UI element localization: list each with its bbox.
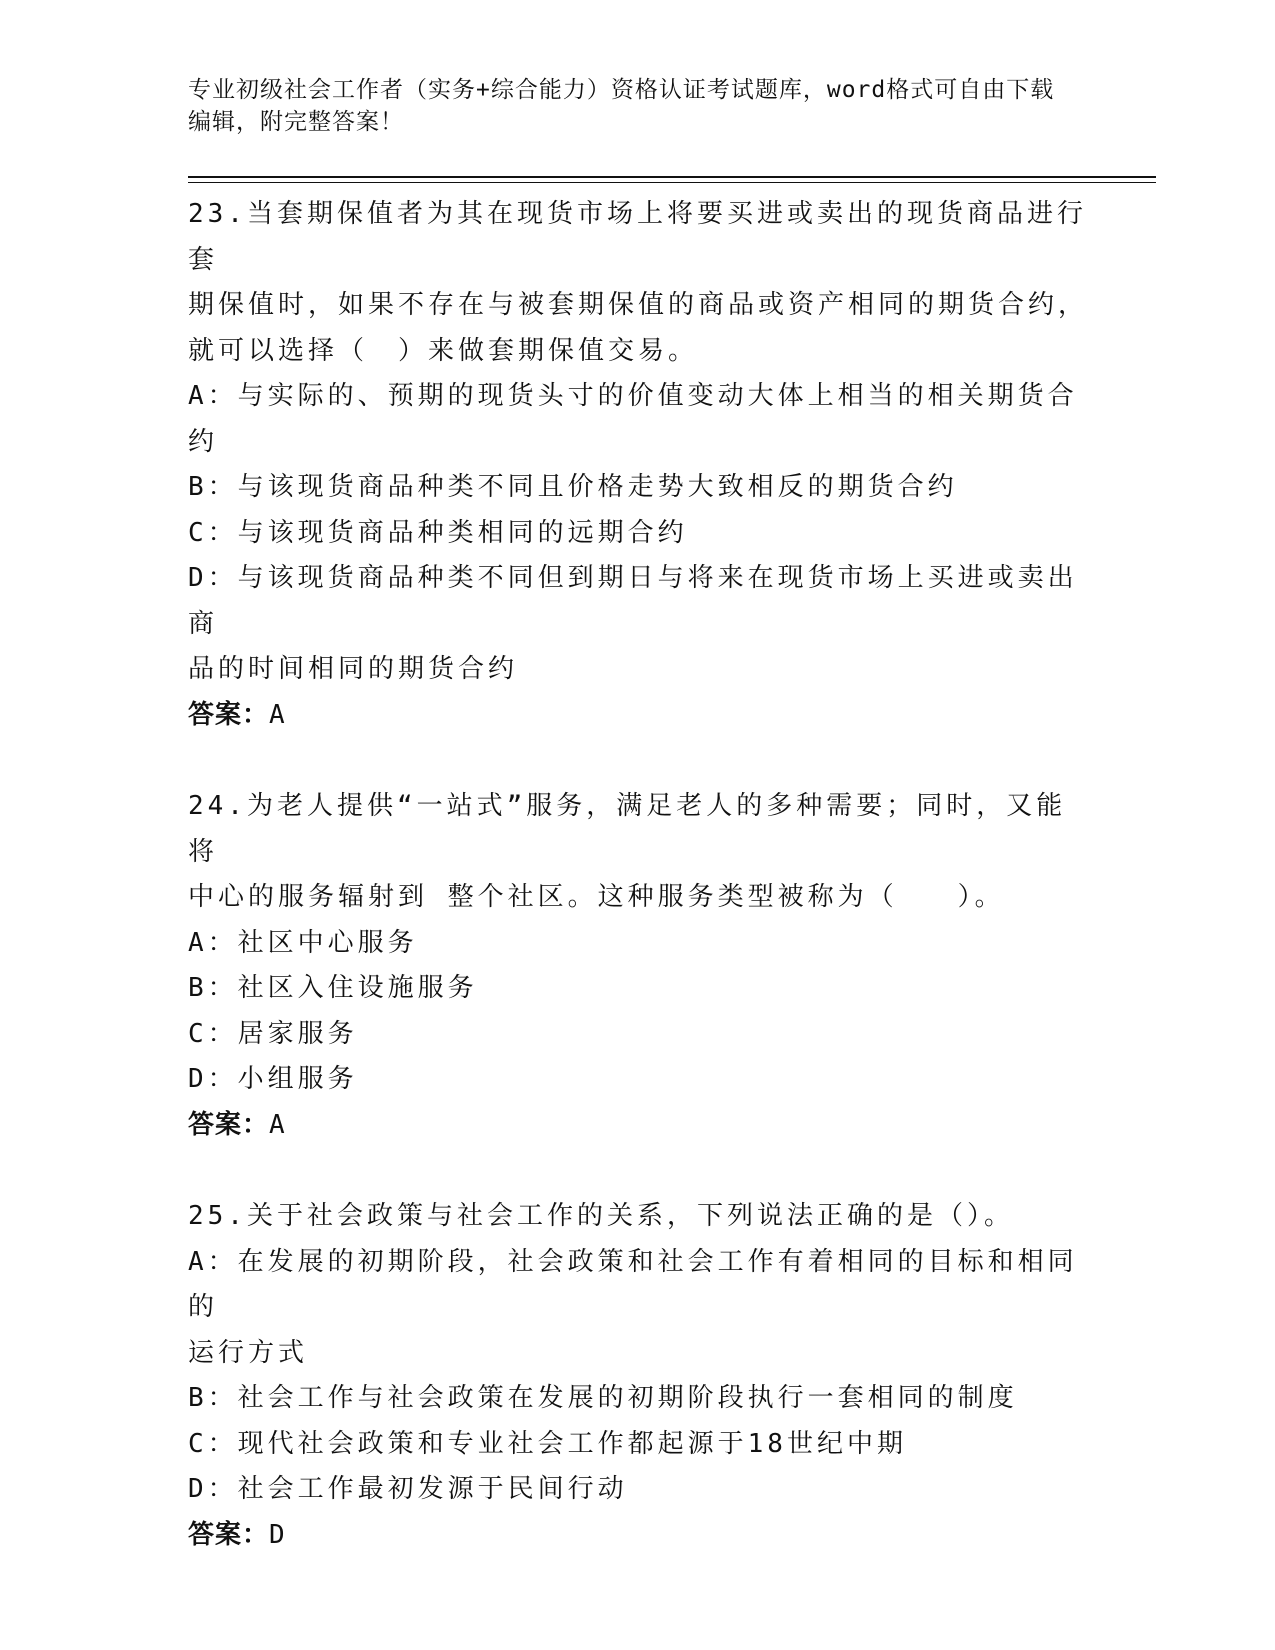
option-d-line: D：小组服务 [188, 1064, 358, 1094]
header-divider-thin [188, 182, 1156, 183]
question-2 [188, 784, 1088, 1148]
question-stem-line: 中心的服务辐射到 整个社区。这种服务类型被称为（ ）。 [188, 882, 1005, 912]
option-d-line: 品的时间相同的期货合约 [188, 654, 519, 684]
option-a-line: A：社区中心服务 [188, 927, 418, 958]
answer-value: A [269, 699, 286, 730]
header-line-2: 编辑，附完整答案！ [188, 109, 404, 135]
header-line-1: 专业初级社会工作者（实务+综合能力）资格认证考试题库，word格式可自由下载 [188, 77, 1055, 103]
option-a-line: A：在发展的初期阶段，社会政策和社会工作有着相同的目标和相同的 [188, 1246, 1078, 1322]
option-d-line: D：社会工作最初发源于民间行动 [188, 1474, 628, 1504]
question-list [188, 192, 1088, 1604]
answer-label: 答案： [188, 1109, 270, 1140]
answer-label: 答案： [188, 1519, 270, 1550]
question-1 [188, 192, 1088, 738]
header-divider-thick [188, 176, 1156, 178]
answer-value: A [269, 1109, 286, 1140]
option-a-line: 运行方式 [188, 1337, 309, 1368]
answer-line [188, 693, 1088, 739]
answer-line [188, 1103, 1088, 1149]
document-header [188, 74, 1088, 138]
question-stem-line: 期保值时，如果不存在与被套期保值的商品或资产相同的期货合约， [188, 290, 1089, 320]
option-c-line: C：居家服务 [188, 1018, 358, 1049]
option-c-line: C：与该现货商品种类相同的远期合约 [188, 517, 688, 548]
question-stem-line: 23.当套期保值者为其在现货市场上将要买进或卖出的现货商品进行套 [188, 199, 1087, 275]
answer-label: 答案： [188, 699, 270, 730]
question-stem-line: 24.为老人提供“一站式”服务，满足老人的多种需要；同时，又能将 [188, 791, 1067, 867]
answer-value: D [269, 1519, 286, 1550]
question-stem-line: 就可以选择（ ）来做套期保值交易。 [188, 335, 699, 366]
answer-line [188, 1513, 1088, 1559]
option-b-line: B：社会工作与社会政策在发展的初期阶段执行一套相同的制度 [188, 1383, 1018, 1413]
question-stem-line: 25.关于社会政策与社会工作的关系，下列说法正确的是（）。 [188, 1201, 1014, 1231]
question-3 [188, 1194, 1088, 1558]
option-d-line: D：与该现货商品种类不同但到期日与将来在现货市场上买进或卖出商 [188, 563, 1078, 639]
option-a-line: A：与实际的、预期的现货头寸的价值变动大体上相当的相关期货合约 [188, 381, 1078, 457]
option-b-line: B：与该现货商品种类不同且价格走势大致相反的期货合约 [188, 472, 958, 502]
option-c-line: C：现代社会政策和专业社会工作都起源于18世纪中期 [188, 1428, 907, 1459]
option-b-line: B：社区入住设施服务 [188, 973, 478, 1003]
